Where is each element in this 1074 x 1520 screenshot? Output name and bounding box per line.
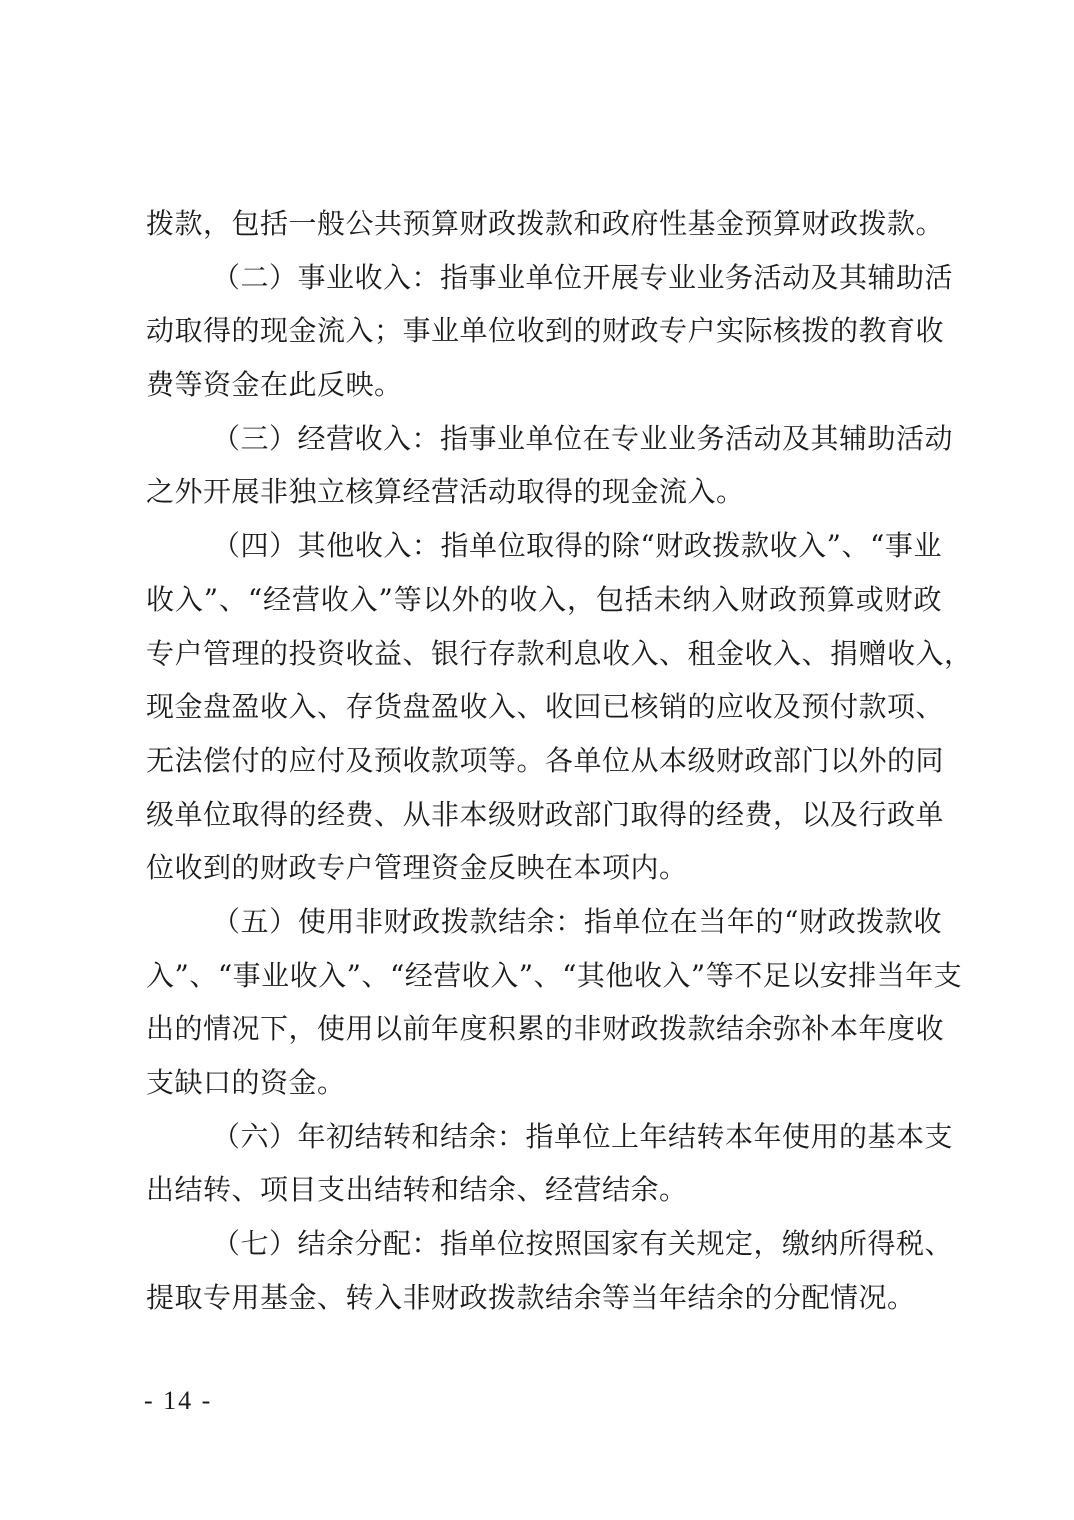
text-line: （七）结余分配：指单位按照国家有关规定，缴纳所得税、 <box>212 1227 954 1261</box>
text-line: （六）年初结转和结余：指单位上年结转本年使用的基本支 <box>212 1119 954 1153</box>
text-line: 位收到的财政专户管理资金反映在本项内。 <box>146 851 688 885</box>
text-line: 出的情况下，使用以前年度积累的非财政拨款结余弥补本年度收 <box>146 1012 945 1046</box>
text-line: （三）经营收入：指事业单位在专业业务活动及其辅助活动 <box>212 421 954 455</box>
text-line: 费等资金在此反映。 <box>146 368 403 402</box>
text-line: 专户管理的投资收益、银行存款利息收入、租金收入、捐赠收入， <box>146 636 973 670</box>
text-line: 无法偿付的应付及预收款项等。各单位从本级财政部门以外的同 <box>146 743 945 777</box>
text-line: （二）事业收入：指事业单位开展专业业务活动及其辅助活 <box>212 260 954 294</box>
text-line: 支缺口的资金。 <box>146 1066 346 1099</box>
text-line: 动取得的现金流入；事业单位收到的财政专户实际核拨的教育收 <box>146 314 945 348</box>
text-line: 之外开展非独立核算经营活动取得的现金流入。 <box>146 475 745 509</box>
text-line: 拨款，包括一般公共预算财政拨款和政府性基金预算财政拨款。 <box>146 207 945 240</box>
text-line: 提取专用基金、转入非财政拨款结余等当年结余的分配情况。 <box>146 1280 916 1314</box>
text-line: （五）使用非财政拨款结余：指单位在当年的“财政拨款收 <box>212 904 942 938</box>
text-line: 出结转、项目支出结转和结余、经营结余。 <box>146 1173 688 1207</box>
text-line: 现金盘盈收入、存货盘盈收入、收回已核销的应收及预付款项、 <box>146 690 945 724</box>
text-line: 收入”、“经营收入”等以外的收入，包括未纳入财政预算或财政 <box>146 582 942 616</box>
text-line: 入”、“事业收入”、“经营收入”、“其他收入”等不足以安排当年支 <box>146 958 963 992</box>
page-number: - 14 - <box>144 1386 213 1415</box>
body-text <box>146 197 973 1324</box>
text-line: （四）其他收入：指单位取得的除“财政拨款收入”、“事业 <box>212 529 942 563</box>
text-line: 级单位取得的经费、从非本级财政部门取得的经费，以及行政单 <box>146 797 945 831</box>
